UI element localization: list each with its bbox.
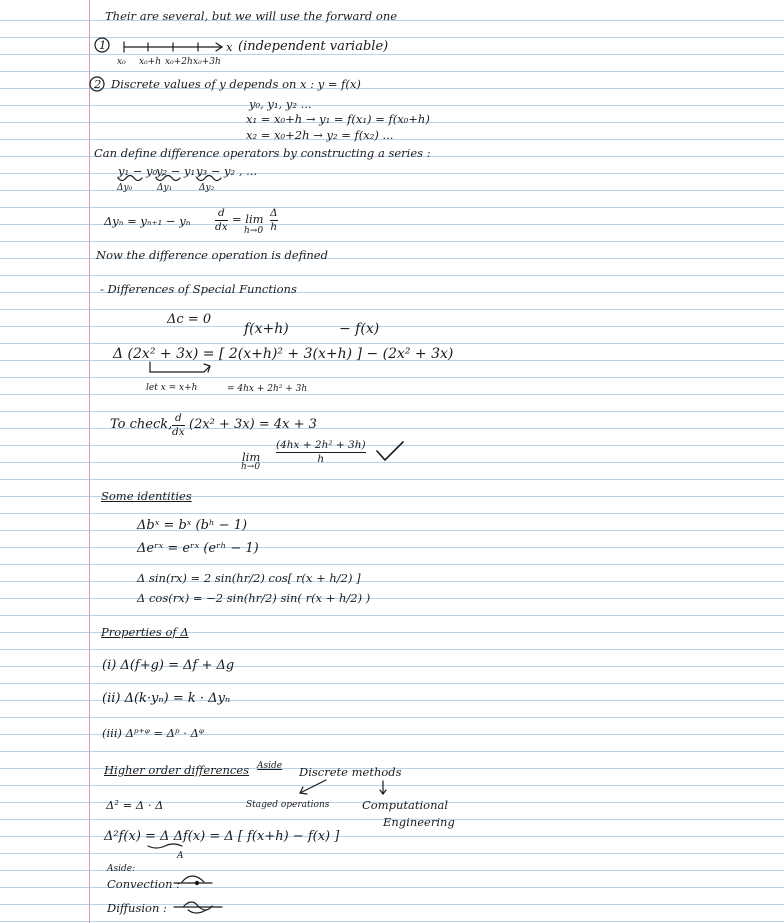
- x1-mapping: x₁ = x₀+h → y₁ = f(x₁) = f(x₀+h): [246, 112, 430, 126]
- series-term-3: y₃ − y₂ , ...: [196, 164, 258, 178]
- check-lim: lim: [242, 450, 261, 464]
- diffusion-label: Diffusion :: [107, 901, 167, 915]
- delta-over-h-fraction: Δ h: [270, 207, 278, 233]
- identities-heading: Some identities: [101, 489, 192, 503]
- polynomial-difference: Δ (2x² + 3x) = [ 2(x+h)² + 3(x+h) ] − (2x² + 3x): [113, 346, 454, 362]
- let-x-note: let x = x+h: [146, 383, 198, 393]
- identity-sine: Δ sin(rx) = 2 sin(hr/2) cos[ r(x + h/2) ]: [137, 571, 361, 585]
- underbrace-label: A: [177, 851, 184, 861]
- identity-cosine: Δ cos(rx) = −2 sin(hr/2) sin( r(x + h/2) ): [137, 591, 371, 605]
- delta-c: Δc = 0: [167, 312, 212, 327]
- tick-x0: x₀: [117, 57, 126, 67]
- lim-text: = lim: [232, 212, 264, 226]
- aside-label: Aside:: [107, 864, 136, 874]
- let-x-bracket: [150, 362, 210, 372]
- series-label-1: Δy₁: [157, 183, 173, 193]
- delta-squared: Δ² = Δ · Δ: [106, 798, 164, 812]
- series-label-2: Δy₂: [199, 183, 215, 193]
- properties-heading: Properties of Δ: [101, 625, 189, 639]
- check-lim-subscript: h→0: [241, 462, 261, 472]
- polynomial-result: = 4hx + 2h² + 3h: [227, 384, 308, 394]
- check-rest: (2x² + 3x) = 4x + 3: [189, 417, 317, 432]
- intro-line: Their are several, but we will use the forward one: [105, 9, 398, 23]
- identity-exponential-b: Δbˣ = bˣ (bʰ − 1): [137, 518, 248, 533]
- check-limit-fraction: (4hx + 2h² + 3h) h: [276, 439, 366, 465]
- computational: Computational: [362, 798, 449, 812]
- item-2-number: 2: [94, 77, 102, 91]
- staged-operations: Staged operations: [246, 800, 330, 810]
- tick-x0-plus-2h: x₀+2h: [165, 57, 193, 67]
- check-prefix: To check,: [110, 417, 173, 432]
- axis-label: x: [226, 40, 233, 54]
- aside-heading: Aside: [257, 761, 283, 771]
- lim-subscript: h→0: [244, 226, 264, 236]
- defined-line: Now the difference operation is defined: [96, 248, 328, 262]
- property-power: (iii) Δᵖ⁺ᵠ = Δᵖ · Δᵠ: [102, 726, 204, 740]
- item-2-text: Discrete values of y depends on x : y = f(x): [111, 77, 361, 91]
- f-x-plus-h: f(x+h): [244, 321, 289, 337]
- tick-x0-plus-3h: x₀+3h: [193, 57, 221, 67]
- series-intro: Can define difference operators by constructing a series :: [94, 146, 431, 160]
- y-sequence: y₀, y₁, y₂ ...: [249, 97, 312, 111]
- property-linearity: (i) Δ(f+g) = Δf + Δg: [102, 658, 235, 673]
- higher-order-heading: Higher order differences: [104, 763, 250, 777]
- series-term-1: y₁ − y₀ ,: [118, 164, 165, 178]
- property-scalar: (ii) Δ(k·yₙ) = k · Δyₙ: [102, 691, 231, 706]
- delta-definition: Δyₙ = yₙ₊₁ − yₙ: [104, 214, 191, 228]
- delta-squared-f: Δ²f(x) = Δ Δf(x) = Δ [ f(x+h) − f(x) ]: [104, 829, 340, 844]
- special-functions-heading: - Differences of Special Functions: [100, 282, 297, 296]
- minus-f-x: − f(x): [339, 321, 380, 337]
- engineering: Engineering: [383, 815, 455, 829]
- identity-exponential-e: Δeʳˣ = eʳˣ (eʳʰ − 1): [137, 541, 259, 556]
- item-1-number: 1: [99, 38, 107, 52]
- check-derivative-fraction: d dx: [172, 412, 185, 438]
- x2-mapping: x₂ = x₀+2h → y₂ = f(x₂) ...: [246, 128, 394, 142]
- checkmark-icon: [377, 442, 403, 460]
- series-label-0: Δy₀: [117, 183, 133, 193]
- series-term-2: y₂ − y₁ ,: [156, 164, 203, 178]
- convection-label: Convection :: [107, 877, 181, 891]
- derivative-fraction: d dx: [215, 207, 228, 233]
- arrow-left: [300, 780, 326, 793]
- discrete-methods: Discrete methods: [299, 765, 402, 779]
- tick-x0-plus-h: x₀+h: [139, 57, 162, 67]
- independent-variable-note: (independent variable): [238, 39, 389, 54]
